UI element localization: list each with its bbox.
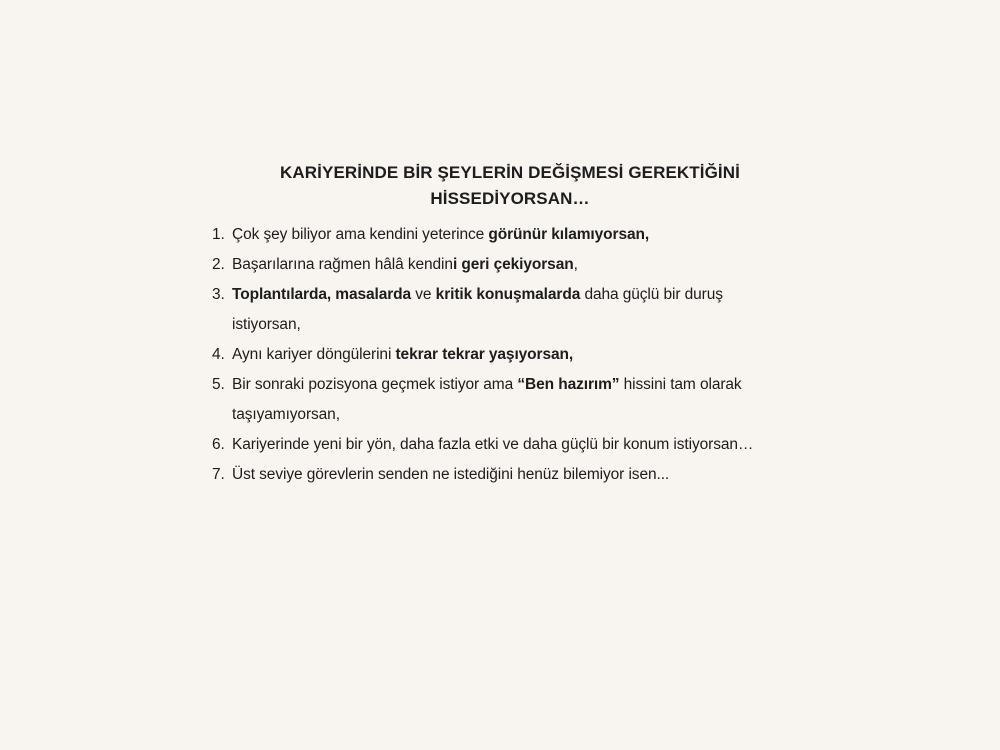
list-item-number: 4. <box>212 346 225 363</box>
list-item-number: 7. <box>212 466 225 483</box>
list-item-text: daha güçlü bir duruş istiyorsan, <box>232 286 723 333</box>
list-item-text: , <box>573 256 578 273</box>
list-item-number: 6. <box>212 436 225 453</box>
list-item-text: Bir sonraki pozisyona geçmek istiyor ama <box>232 376 518 393</box>
list-item-text: hissini tam olarak taşıyamıyorsan, <box>232 376 742 423</box>
list-item <box>212 460 792 490</box>
list-item-text: Kariyerinde yeni bir yön, daha fazla etki ve daha güçlü bir konum istiyorsan… <box>232 436 754 453</box>
list-item <box>212 340 792 370</box>
list-item-bold-text: tekrar tekrar yaşıyorsan, <box>395 346 574 363</box>
list-item <box>212 430 792 460</box>
page-title: KARİYERİNDE BİR ŞEYLERİN DEĞİŞMESİ GEREKTİĞİNİ HİSSEDİYORSAN… <box>280 163 740 208</box>
list-item-bold-text: “Ben hazırım” <box>517 376 620 393</box>
content-block <box>212 160 792 490</box>
list-item-bold-text: i geri çekiyorsan <box>452 256 574 273</box>
list-item-number: 5. <box>212 376 225 393</box>
list-item-text: Üst seviye görevlerin senden ne istediğini henüz bilemiyor isen... <box>232 466 670 483</box>
list-item-bold-text: Toplantılarda, masalarda <box>232 286 412 303</box>
list-item-text: Başarılarına rağmen hâlâ kendin <box>232 256 453 273</box>
list-item <box>212 250 792 280</box>
list-item-number: 2. <box>212 256 225 273</box>
list-item-bold-text: kritik konuşmalarda <box>435 286 581 303</box>
list-item-number: 3. <box>212 286 225 303</box>
list-item <box>212 280 792 340</box>
list-item-bold-text: görünür kılamıyorsan, <box>488 226 650 243</box>
list-item <box>212 220 792 250</box>
numbered-list <box>212 220 792 490</box>
list-item-text: ve <box>411 286 436 303</box>
list-item-number: 1. <box>212 226 225 243</box>
list-item-text: Çok şey biliyor ama kendini yeterince <box>232 226 489 243</box>
list-item <box>212 370 792 430</box>
list-item-text: Aynı kariyer döngülerini <box>232 346 396 363</box>
